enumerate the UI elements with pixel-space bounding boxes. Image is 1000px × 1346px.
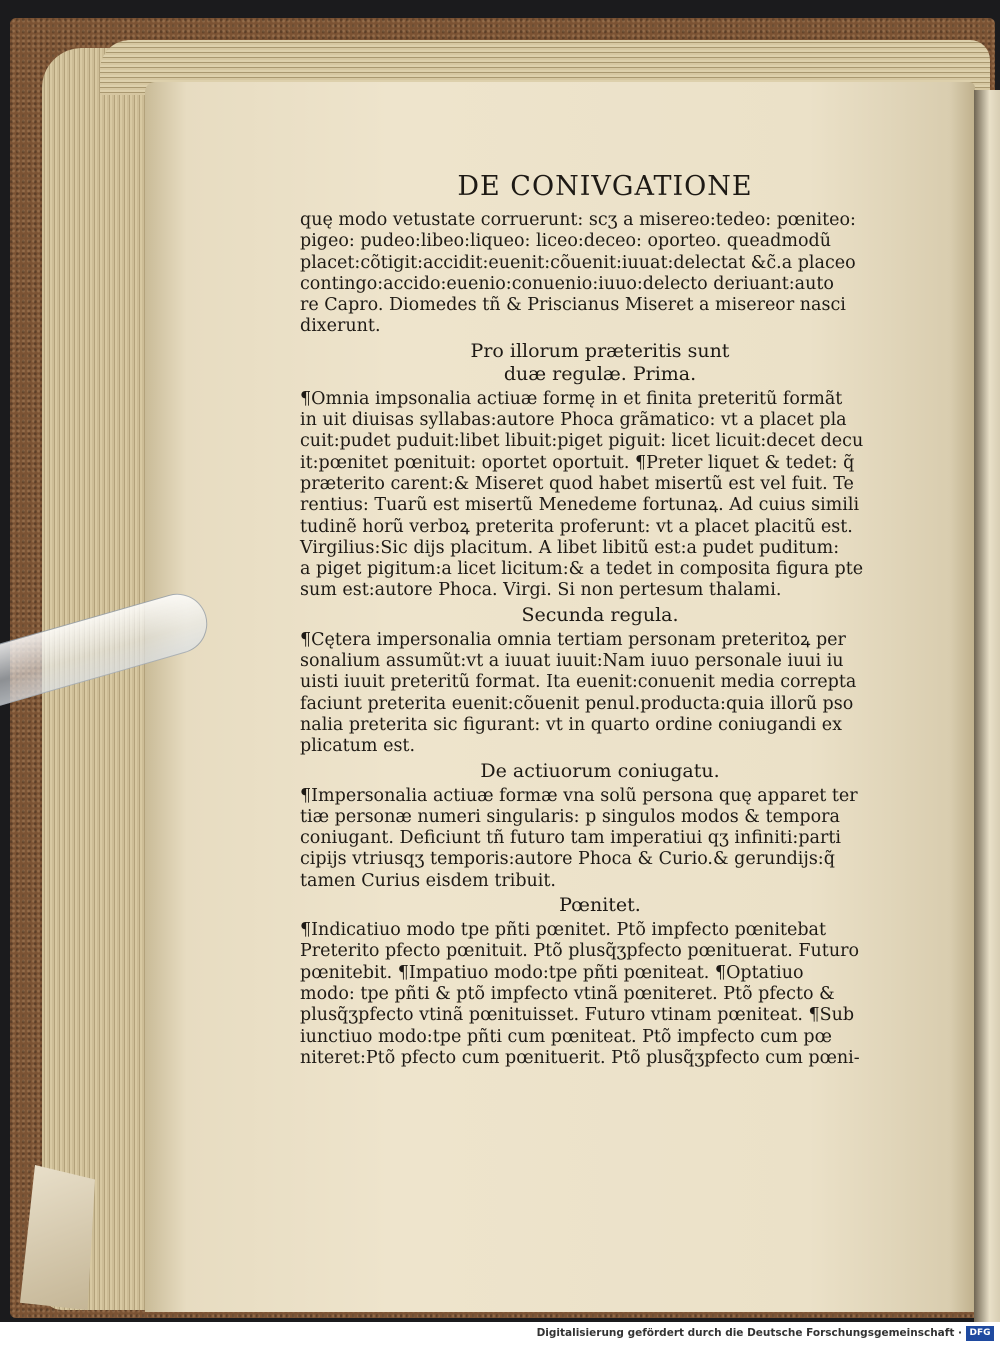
text-line: placet:cõtigit:accidit:euenit:cõuenit:iuuat:delectat &c̃.a placeo	[300, 252, 856, 273]
text-line: pigeo: pudeo:libeo:liqueo: liceo:deceo: oporteo. queadmodũ	[300, 231, 831, 252]
text-line: Virgilius:Sic dijs placitum. A libet libitũ est:a pudet puditum:	[300, 537, 840, 558]
text-line: cuit:pudet puduit:libet libuit:piget piguit: licet licuit:decet decu	[300, 431, 864, 452]
text-line: præterito carent:& Miseret quod habet misertũ est vel fuit. Te	[300, 473, 854, 494]
text-line: nalia preterita sic figurant: vt in quarto ordine coniugandi ex	[300, 714, 843, 735]
text-line: re Capro. Diomedes tñ & Priscianus Miseret a misereor nasci	[300, 295, 846, 316]
section-heading: Pœnitet.	[559, 894, 641, 917]
text-line: cipijs vtriusqʒ temporis:autore Phoca & Curio.& gerundijs:q̃	[300, 849, 835, 870]
text-line: dixerunt.	[300, 316, 381, 337]
text-line: coniugant. Deficiunt tñ futuro tam imperatiui qʒ infiniti:parti	[300, 828, 841, 849]
paragraph-3	[300, 786, 900, 892]
text-line: ¶Cętera impersonalia omnia tertiam personam preteritoꝝ per	[300, 629, 846, 650]
text-line: ¶Indicatiuo modo tpe pñti pœnitet. Ptõ impfecto pœnitebat	[300, 920, 827, 941]
text-line: in uit diuisas syllabas:autore Phoca grãmatico: vt a placet pla	[300, 410, 847, 431]
text-line: it:pœnitet pœnituit: oportet oportuit. ¶Preter liquet & tedet: q̃	[300, 452, 855, 473]
text-line: faciunt preterita euenit:cõuenit penul.producta:quia illorũ pso	[300, 693, 854, 714]
text-line: contingo:accido:euenio:conuenio:iuuo:delecto deriuant:auto	[300, 273, 834, 294]
dfg-logo: DFG	[966, 1326, 994, 1341]
footer-bar	[0, 1322, 1000, 1346]
section-heading: Secunda regula.	[521, 603, 679, 626]
text-line: ¶Omnia impsonalia actiuæ formę in et finita preteritũ formãt	[300, 388, 843, 409]
text-line: ¶Impersonalia actiuæ formæ vna solũ persona quę apparet ter	[300, 785, 858, 806]
page-title: DE CONIVGATIONE	[457, 171, 753, 202]
text-line: pœnitebit. ¶Impatiuo modo:tpe pñti pœniteat. ¶Optatiuo	[300, 962, 804, 983]
section-heading: Pro illorum præteritis sunt	[470, 339, 730, 362]
text-line: iunctiuo modo:tpe pñti cum pœniteat. Ptõ impfecto cum pœ	[300, 1026, 832, 1047]
text-line: uisti iuuit preteritũ format. Ita euenit:conuenit media correpta	[300, 672, 857, 693]
text-line: rentius: Tuarũ est misertũ Menedeme fortunaꝝ. Ad cuius simili	[300, 495, 860, 516]
paragraph-2	[300, 630, 900, 758]
text-line: modo: tpe pñti & ptõ impfecto vtinã pœniteret. Ptõ pfecto &	[300, 983, 835, 1004]
text-line: sum est:autore Phoca. Virgi. Si non pertesum thalami.	[300, 580, 782, 601]
text-line: sonalium assumũt:vt a iuuat iuuit:Nam iuuo personale iuui iu	[300, 651, 844, 672]
section-heading: De actiuorum coniugatu.	[480, 759, 720, 782]
text-line: tudinẽ horũ verboꝝ preterita proferunt: vt a placet placitũ est.	[300, 516, 853, 537]
text-line: plusq̃ʒpfecto vtinã pœnituisset. Futuro vtinam pœniteat. ¶Sub	[300, 1005, 855, 1026]
book-spine	[974, 90, 1000, 1322]
text-line: a piget pigitum:a licet licitum:& a tedet in composita figura pte	[300, 559, 864, 580]
text-line: tamen Curius eisdem tribuit.	[300, 870, 556, 891]
text-line: niteret:Ptõ pfecto cum pœnituerit. Ptõ plusq̃ʒpfecto cum pœni-	[300, 1047, 860, 1068]
text-line: Preterito pfecto pœnituit. Ptõ plusq̃ʒpfecto pœnituerat. Futuro	[300, 941, 859, 962]
paragraph-intro	[300, 210, 900, 338]
text-line: plicatum est.	[300, 736, 416, 757]
footer-credit: Digitalisierung gefördert durch die Deutsche Forschungsgemeinschaft ·	[536, 1327, 962, 1339]
text-line: tiæ personæ numeri singularis: p singulos modos & tempora	[300, 806, 840, 827]
paragraph-1	[300, 389, 900, 602]
text-line: quę modo vetustate corruerunt: scʒ a misereo:tedeo: pœniteo:	[300, 210, 856, 230]
page-text	[300, 170, 900, 1069]
section-heading: duæ regulæ. Prima.	[503, 362, 697, 385]
paragraph-4	[300, 920, 900, 1069]
